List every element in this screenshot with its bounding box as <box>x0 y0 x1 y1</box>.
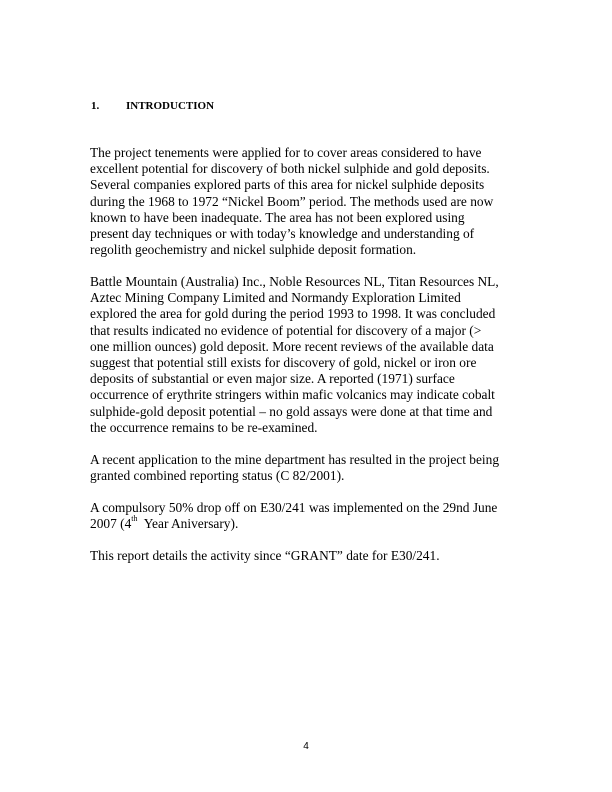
text-line: present day techniques or with today’s knowledge and understanding of <box>90 226 475 242</box>
text-line: This report details the activity since “GRANT” date for E30/241. <box>90 548 440 563</box>
page-number: 4 <box>303 741 309 752</box>
paragraph-project-tenements <box>90 145 530 258</box>
text-line: known to have been inadequate. The area has not been explored using <box>90 209 465 225</box>
text-line: the occurrence remains to be re-examined. <box>90 419 318 435</box>
paragraph-reporting-status <box>90 452 530 484</box>
text-line <box>90 513 530 532</box>
text-line: one million ounces) gold deposit. More recent reviews of the available data <box>90 338 494 354</box>
text-line: explored the area for gold during the period 1993 to 1998. It was concluded <box>90 306 496 322</box>
text-line: that results indicated no evidence of potential for discovery of a major (> <box>90 322 482 338</box>
text-line: Battle Mountain (Australia) Inc., Noble Resources NL, Titan Resources NL, <box>90 274 499 289</box>
paragraph-exploration-history <box>90 274 530 436</box>
paragraph-drop-off <box>90 500 530 532</box>
text-line: during the 1968 to 1972 “Nickel Boom” period. The methods used are now <box>90 193 494 209</box>
text-line: sulphide-gold deposit potential – no gold assays were done at that time and <box>90 403 493 419</box>
text-line: excellent potential for discovery of both nickel sulphide and gold deposits. <box>90 161 490 177</box>
text-line: regolith geochemistry and nickel sulphide deposit formation. <box>90 242 417 258</box>
text-line: granted combined reporting status (C 82/2001). <box>90 468 345 484</box>
text-line: suggest that potential still exists for discovery of gold, nickel or iron ore <box>90 355 477 371</box>
text-line: occurrence of erythrite stringers within mafic volcanics may indicate cobalt <box>90 387 495 403</box>
section-heading <box>91 99 214 113</box>
text-line: The project tenements were applied for to cover areas considered to have <box>90 145 482 160</box>
text-line: deposits of substantial or even major size. A reported (1971) surface <box>90 371 455 387</box>
text-line: A recent application to the mine department has resulted in the project being <box>90 452 500 467</box>
text-fragment: 2007 (4 <box>90 516 132 532</box>
paragraph-report-scope <box>90 548 530 564</box>
text-line: Several companies explored parts of this area for nickel sulphide deposits <box>90 177 485 193</box>
text-line: A compulsory 50% drop off on E30/241 was implemented on the 29nd June <box>90 500 498 515</box>
section-title: INTRODUCTION <box>126 100 215 112</box>
section-number: 1. <box>91 100 100 112</box>
ordinal-superscript: th <box>131 513 138 523</box>
text-line: Aztec Mining Company Limited and Normandy Exploration Limited <box>90 290 461 306</box>
text-fragment: Year Aniversary). <box>137 516 239 532</box>
